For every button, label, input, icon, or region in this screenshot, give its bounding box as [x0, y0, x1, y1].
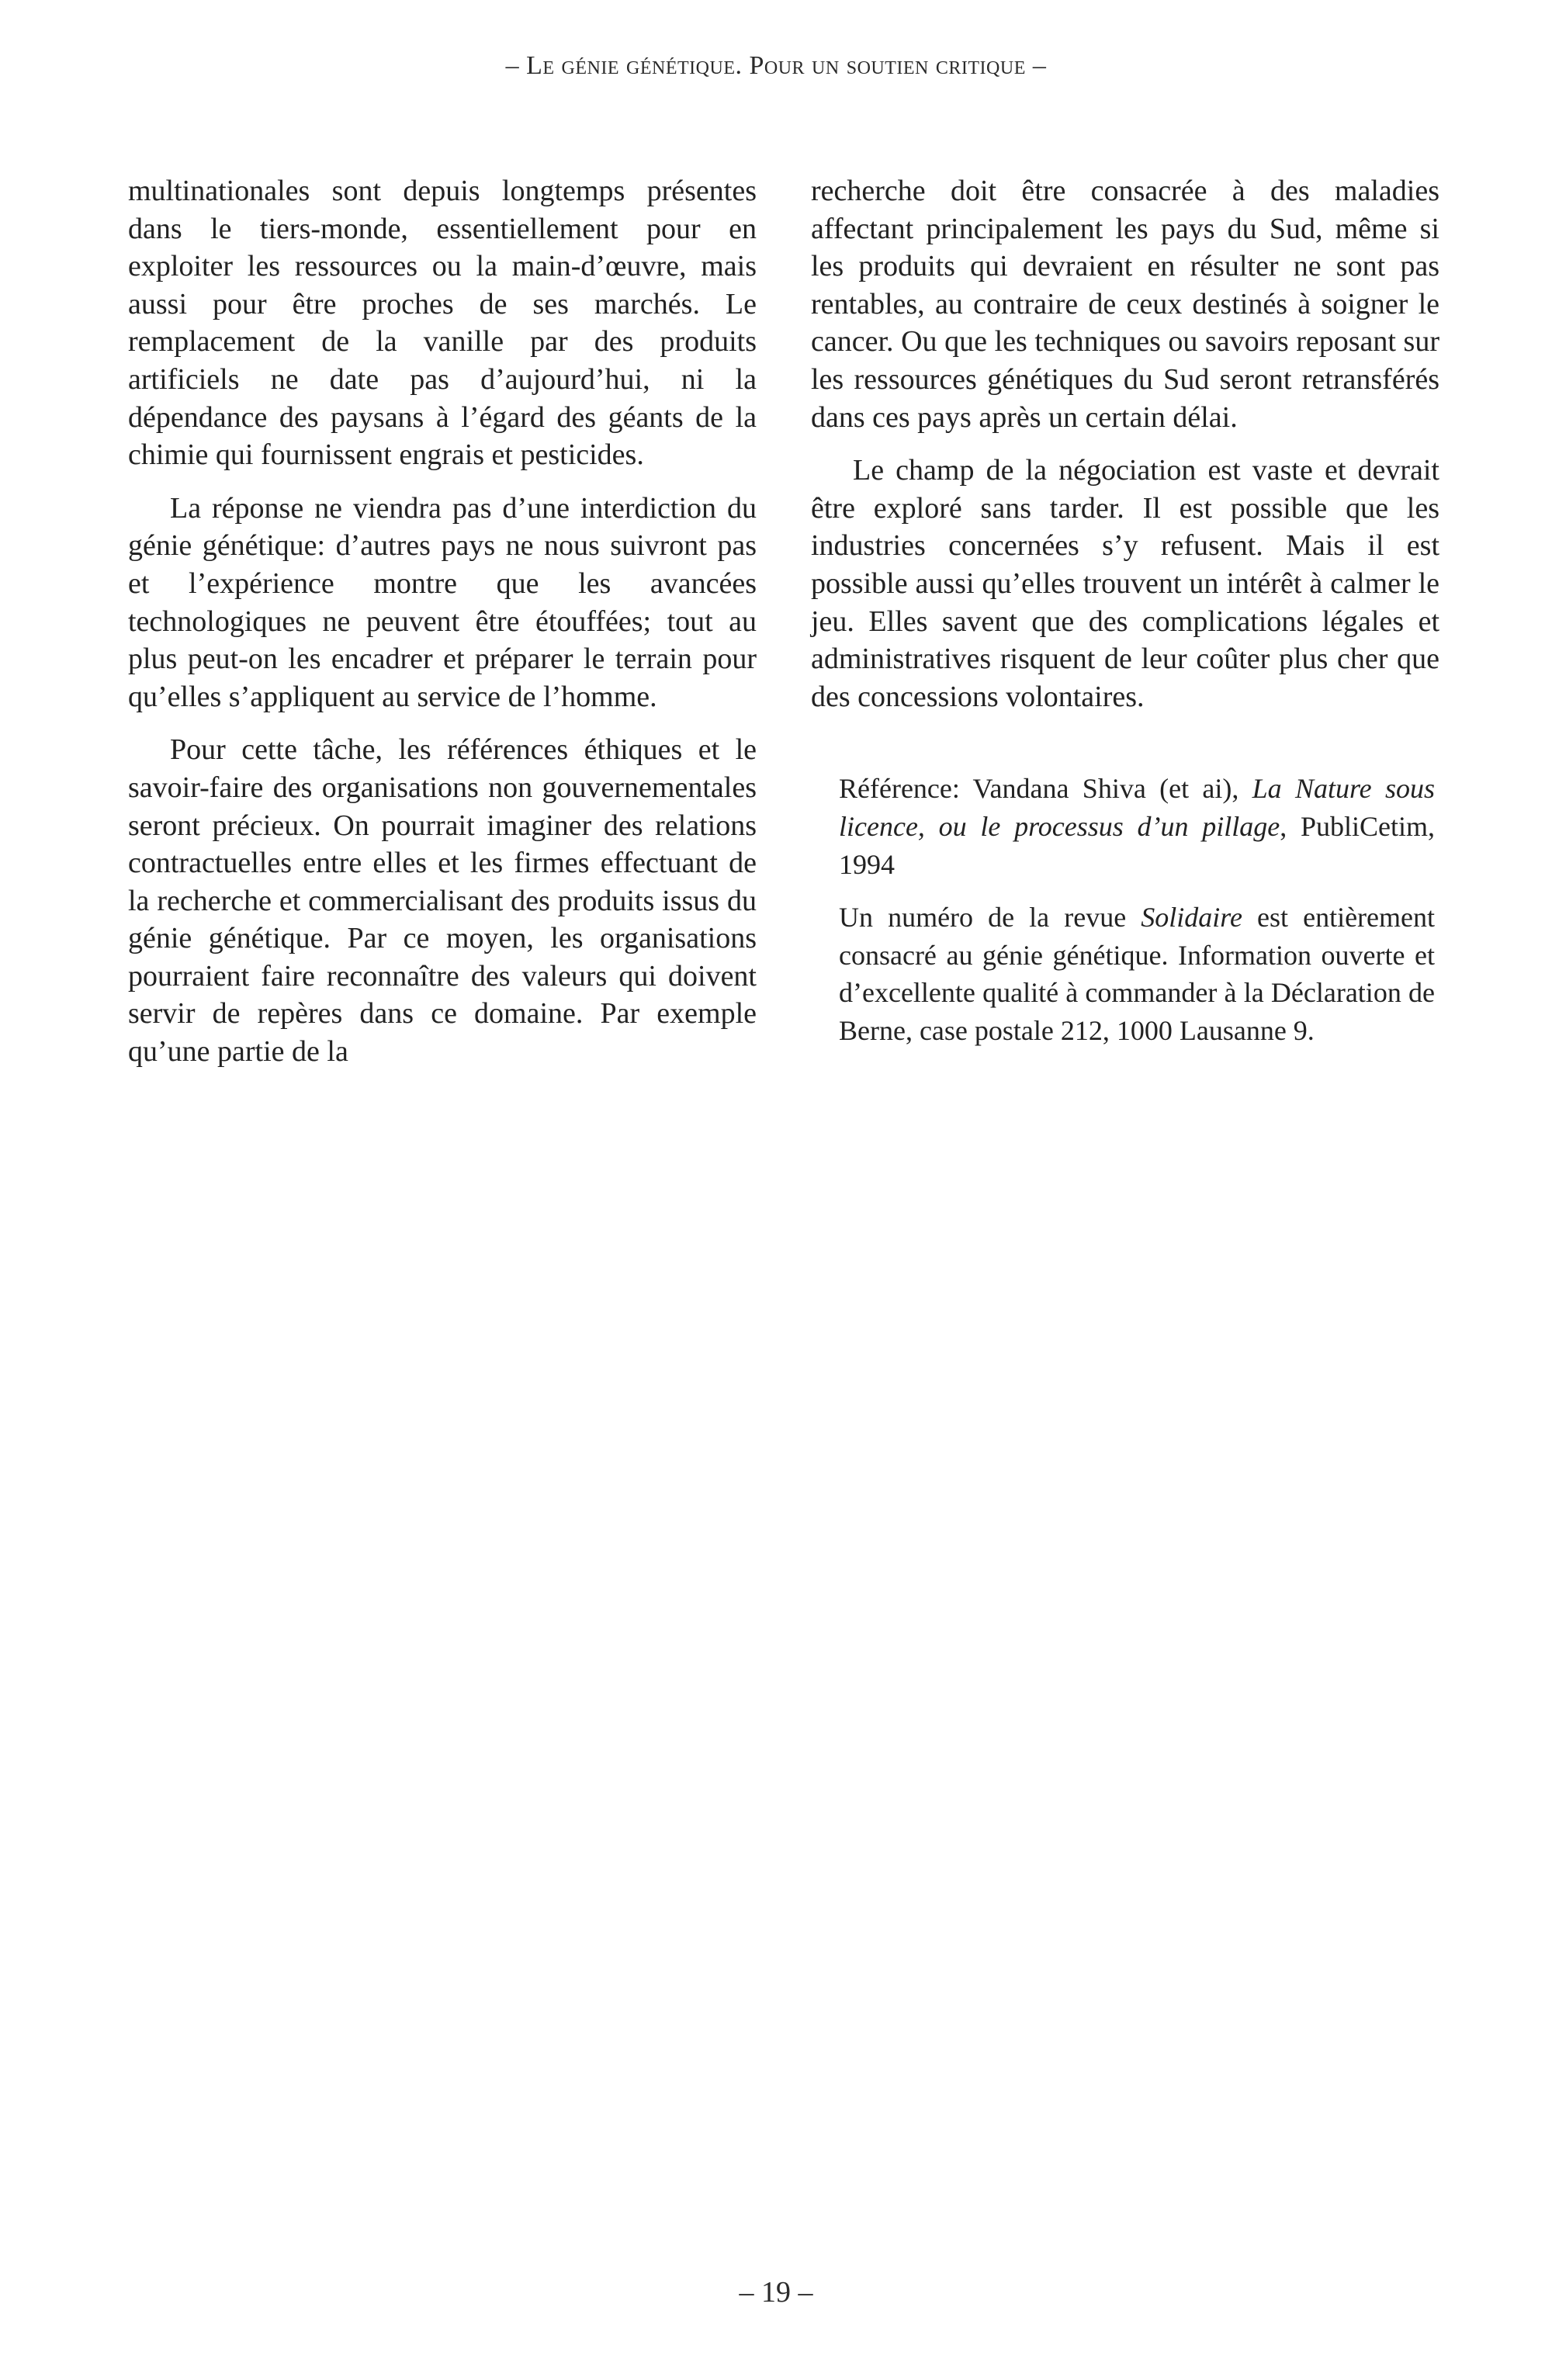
- page-number: – 19 –: [739, 2276, 813, 2309]
- body-paragraph: La réponse ne viendra pas d’une interdiction du génie génétique: d’autres pays ne nous suivront pas et l’expérience montre que les avancées technologiques ne peuvent être étouffées; tout au plus peut-on les encadrer et préparer le terrain pour qu’elles s’appliquent au service de l’homme.: [128, 491, 757, 713]
- body-paragraph: multinationales sont depuis longtemps présentes dans le tiers-monde, essentiellement pour en exploiter les ressources ou la main-d’œuvre, mais aussi pour être proches de ses marchés. Le remplacement de la vanille par des produits artificiels ne date pas d’aujourd’hui, ni la dépendance des paysans à l’égard des géants de la chimie qui fournissent engrais et pesticides.: [128, 175, 757, 472]
- running-head: – Le génie génétique. Pour un soutien critique –: [505, 51, 1047, 80]
- body-paragraph: recherche doit être consacrée à des maladies affectant principalement les pays du Sud, même si les produits qui devraient en résulter ne sont pas rentables, au contraire de ceux destinés à soigner le cancer. Ou que les techniques ou savoirs reposant sur les ressources génétiques du Sud seront retransférés dans ces pays après un certain délai.: [811, 175, 1439, 434]
- left-column: [128, 172, 757, 1086]
- reference-publisher: , PubliCetim, 1994: [839, 810, 1435, 880]
- right-column: [811, 172, 1439, 1065]
- reference-block: [811, 770, 1439, 1049]
- journal-name: Solidaire: [1141, 902, 1242, 934]
- note-prefix: Un numéro de la revue: [839, 902, 1141, 934]
- note-suffix: est entièrement consacré au génie génétique. Information ouverte et d’excellente qualité à commander à la Déclaration de Berne, case postale 212, 1000 Lausanne 9.: [839, 902, 1435, 1046]
- journal-note: [839, 899, 1435, 1049]
- bibliographic-reference: [839, 770, 1435, 883]
- reference-label: Référence: Vandana Shiva (et ai),: [839, 773, 1252, 805]
- body-paragraph: Pour cette tâche, les références éthiques et le savoir-faire des organisations non gouvernementales seront précieux. On pourrait imaginer des relations contractuelles entre elles et les firmes effectuant de la recherche et commercialisant des produits issus du génie génétique. Par ce moyen, les organisations pourraient faire reconnaître des valeurs qui doivent servir de repères dans ce domaine. Par exemple qu’une partie de la: [128, 733, 757, 1069]
- reference-title: La Nature sous licence, ou le processus d’un pillage: [839, 773, 1435, 842]
- body-paragraph: Le champ de la négociation est vaste et devrait être exploré sans tarder. Il est possible que les industries concernées s’y refusent. Mais il est possible aussi qu’elles trouvent un intérêt à calmer le jeu. Elles savent que des complications légales et administratives risquent de leur coûter plus cher que des concessions volontaires.: [811, 454, 1439, 713]
